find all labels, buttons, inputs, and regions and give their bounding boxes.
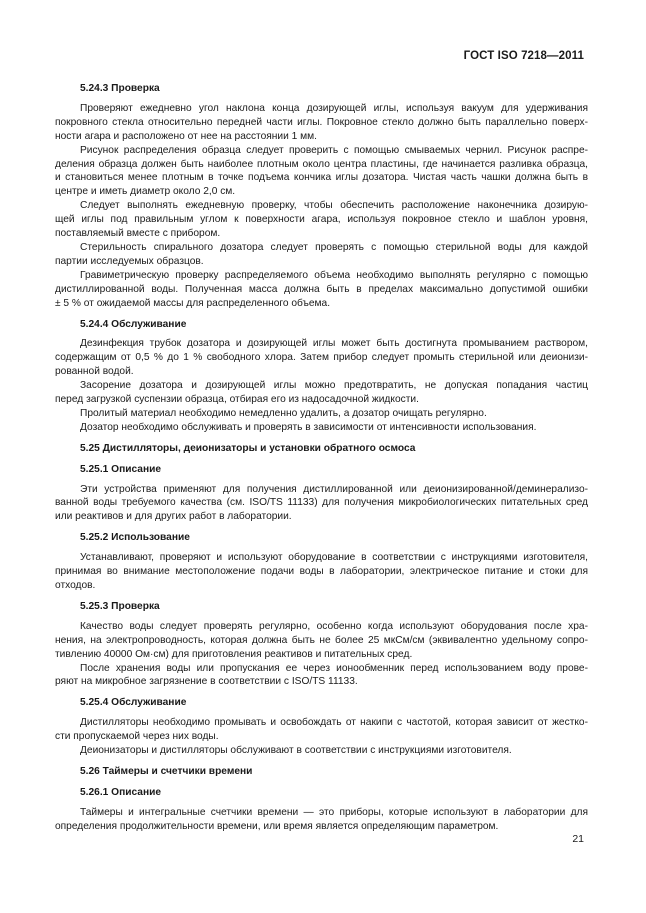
paragraph	[55, 662, 588, 690]
text-line: перед загрузкой суспензии образца, отбирая его из надосадочной жидкости.	[55, 394, 419, 406]
paragraph	[55, 620, 588, 662]
text-line: рованной водой.	[55, 366, 134, 378]
text-line: деления образца должен быть наиболее плотным около центра пластины, где начинается разливка образца,	[55, 158, 588, 170]
text-line: содержащим от 0,5 % до 1 % свободного хлора. Затем прибор следует промыть стерильной или деионизи-	[55, 352, 588, 364]
section-heading: 5.25 Дистилляторы, деионизаторы и установки обратного осмоса	[80, 442, 416, 454]
text-line: ± 5 % от ожидаемой массы для распределенного объема.	[55, 297, 331, 309]
text-line: и становиться менее плотным в точке подъема кончика иглы дозатора. Чистая часть чашки должна быть в	[55, 172, 588, 184]
text-line: Деионизаторы и дистилляторы обслуживают в соответствии с инструкциями изготовителя.	[80, 745, 512, 757]
paragraph	[55, 102, 588, 144]
text-line: щей иглы под правильным углом к поверхности агара, используя покровное стекло и шаблон уровня,	[55, 214, 588, 226]
text-line: дистиллированной воды. Полученная масса должна быть в пределах максимально допустимой ошибки	[55, 283, 588, 295]
text-line: Пролитый материал необходимо немедленно удалить, а дозатор очищать регулярно.	[80, 407, 487, 419]
paragraph	[55, 483, 588, 525]
section-heading: 5.25.4 Обслуживание	[80, 697, 187, 709]
standard-header: ГОСТ ISO 7218—2011	[463, 50, 584, 62]
paragraph	[55, 269, 588, 311]
text-line: Засорение дозатора и дозирующей иглы можно предотвратить, не допуская попадания частиц	[80, 380, 588, 392]
text-line: Следует выполнять ежедневную проверку, чтобы обеспечить расположение наконечника дозирую-	[80, 200, 588, 212]
document-body	[55, 82, 588, 834]
paragraph	[55, 806, 588, 834]
text-line: нения, на электропроводность, которая должна быть не более 25 мкСм/см (эквивалентно удельному сопро-	[55, 634, 588, 646]
page-number: 21	[572, 833, 584, 845]
section-heading: 5.26 Таймеры и счетчики времени	[80, 765, 253, 777]
text-line: После хранения воды или пропускания ее через ионообменник перед использованием воду прове-	[80, 662, 588, 674]
text-line: принимая во внимание местоположение подачи воды в лаборатории, электрическое питание и стоки для	[55, 566, 588, 578]
paragraph	[55, 716, 588, 744]
text-line: Рисунок распределения образца следует проверить с помощью смываемых чернил. Рисунок распре-	[80, 144, 588, 156]
text-line: центре и иметь диаметр около 2,0 см.	[55, 186, 236, 198]
text-line: Устанавливают, проверяют и используют оборудование в соответствии с инструкциями изготовителя,	[80, 552, 588, 564]
section-heading: 5.25.1 Описание	[80, 463, 162, 475]
text-line: Качество воды следует проверять регулярно, особенно когда используют оборудования после хра-	[80, 620, 588, 632]
text-line: Стерильность спирального дозатора следует проверять с помощью стерильной воды для каждой	[80, 241, 588, 253]
text-line: или реактивов и для других работ в лаборатории.	[55, 511, 292, 523]
text-line: Таймеры и интегральные счетчики времени — это приборы, которые используют в лаборатории для	[80, 806, 588, 818]
text-line: Дистилляторы необходимо промывать и освобождать от накипи с частотой, которая зависит от жестко-	[80, 717, 588, 729]
text-line: поставляемый вместе с прибором.	[55, 228, 221, 240]
section-heading: 5.24.3 Проверка	[80, 83, 160, 94]
paragraph	[80, 421, 588, 435]
text-line: ряют на микробное загрязнение в соответствии с ISO/TS 11133.	[55, 676, 358, 688]
paragraph	[55, 144, 588, 200]
text-line: ности агара и расположено от нее на расстоянии 1 мм.	[55, 130, 317, 142]
section-heading: 5.24.4 Обслуживание	[80, 318, 187, 330]
text-line: отходов.	[55, 580, 96, 591]
text-line: Проверяют ежедневно угол наклона конца дозирующей иглы, используя вакуум для удерживания	[80, 102, 588, 114]
paragraph	[80, 407, 588, 421]
section-heading: 5.25.2 Использование	[80, 532, 190, 544]
text-line: Гравиметрическую проверку распределяемого объема необходимо выполнять регулярно с помощью	[80, 269, 588, 281]
section-heading: 5.26.1 Описание	[80, 786, 162, 798]
text-line: тивлению 40000 Ом·см) для приготовления реактивов и питательных сред.	[55, 648, 413, 660]
text-line: покровного стекла относительно передней части иглы. Покровное стекло должно быть параллельно поверх-	[55, 116, 588, 128]
section-heading: 5.25.3 Проверка	[80, 600, 160, 612]
paragraph	[80, 744, 588, 758]
paragraph	[55, 551, 588, 593]
paragraph	[55, 241, 588, 269]
text-line: определения продолжительности времени, или время является определяющим параметром.	[55, 820, 499, 832]
paragraph	[55, 337, 588, 379]
paragraph	[55, 379, 588, 407]
paragraph	[55, 199, 588, 241]
text-line: Дозатор необходимо обслуживать и проверять в зависимости от интенсивности использования.	[80, 421, 537, 433]
text-line: сти пропускаемой через них воды.	[55, 731, 219, 743]
text-line: Дезинфекция трубок дозатора и дозирующей иглы может быть достигнута промыванием раствором,	[80, 338, 588, 350]
text-line: ванной воды требуемого качества (см. ISO/TS 11133) для получения микробиологических питательных сред	[55, 497, 588, 509]
text-line: партии исследуемых образцов.	[55, 255, 204, 267]
text-line: Эти устройства применяют для получения дистиллированной или деионизированной/деминерализо-	[80, 483, 588, 495]
